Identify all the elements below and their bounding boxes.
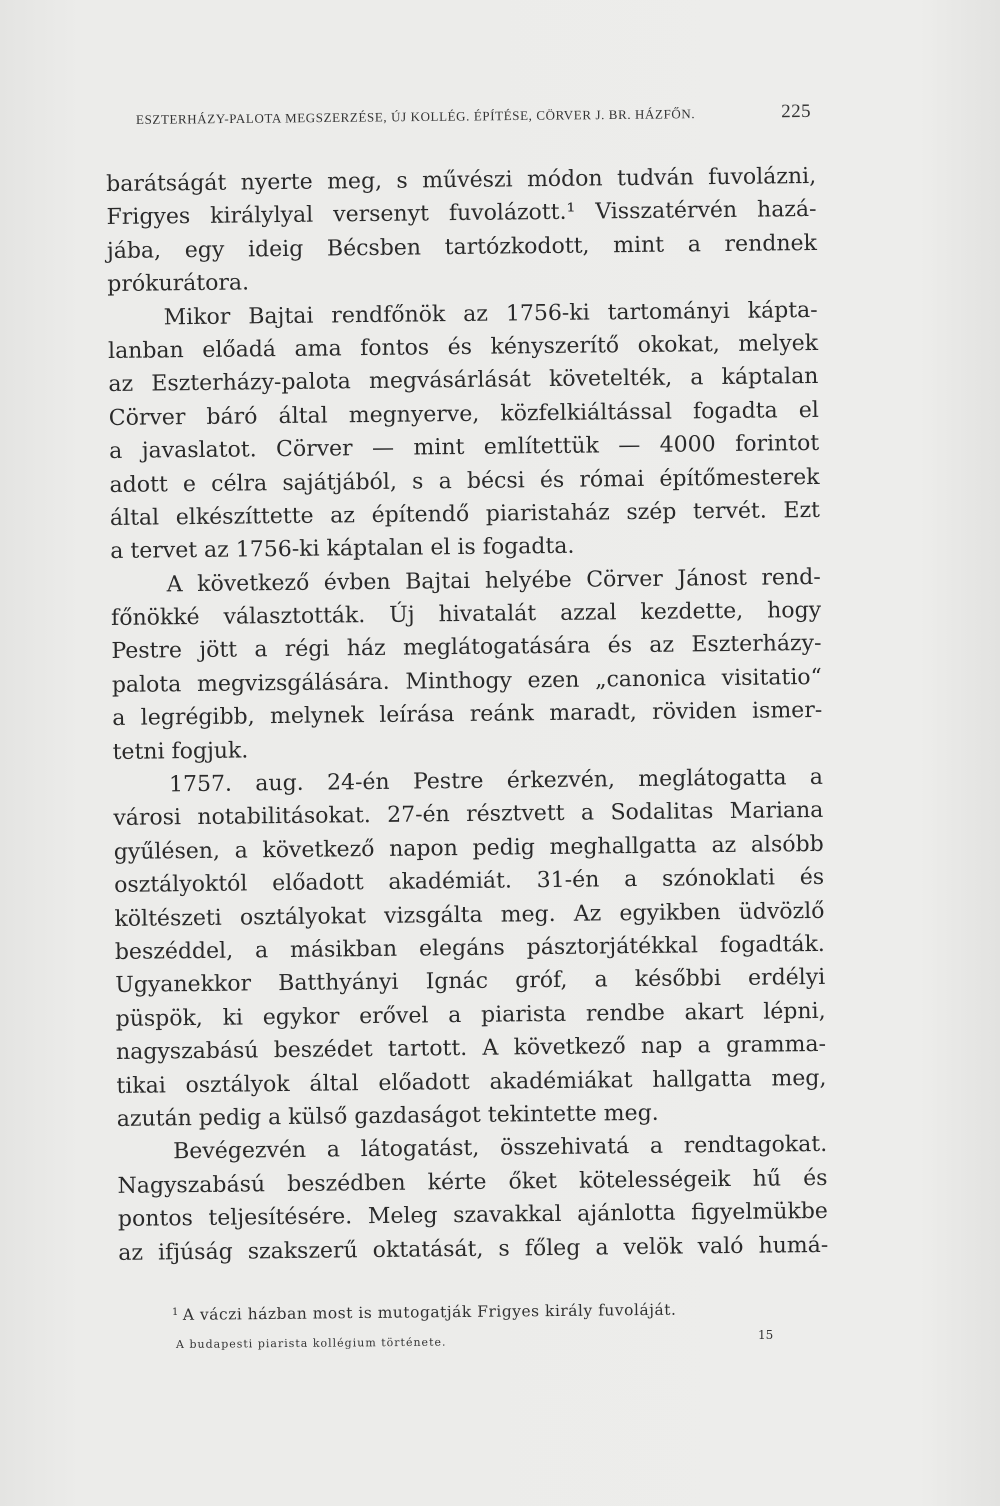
footnote-marker: 1 <box>171 1306 179 1318</box>
text-line: költészeti osztályokat vizsgálta meg. Az egyikben üdvözlő <box>114 898 825 932</box>
text-line: Frigyes királylyal versenyt fuvolázott.¹ Visszatérvén hazá- <box>106 197 817 231</box>
sheet-number: 15 <box>758 1328 774 1342</box>
text-line: gyűlésen, a következő napon pedig meghallgatta az alsóbb <box>113 831 824 865</box>
running-head <box>135 100 812 128</box>
text-line: adott e célra sajátjából, s a bécsi és római építőmesterek <box>109 464 820 498</box>
text-line: Mikor Bajtai rendfőnök az 1756-ki tartományi kápta- <box>163 297 818 330</box>
running-head-title: ESZTERHÁZY-PALOTA MEGSZERZÉSE, ÚJ KOLLÉG. ÉPÍTÉSE, CÖRVER J. BR. HÁZFŐN. <box>135 106 696 127</box>
text-line: barátságát nyerte meg, s művészi módon tudván fuvolázni, <box>106 163 817 197</box>
text-line: pontos teljesítésére. Meleg szavakkal ajánlotta figyelmükbe <box>117 1198 829 1233</box>
text-line: főnökké választották. Új hivatalát azzal kezdette, hogy <box>110 597 822 632</box>
text-line: Ugyanekkor Batthyányi Ignác gróf, a későbbi erdélyi <box>115 965 826 999</box>
text-line: városi notabilitásokat. 27-én résztvett a Sodalitas Mariana <box>113 798 824 832</box>
text-line: az Eszterházy-palota megvásárlását követelték, a káptalan <box>108 364 819 398</box>
text-line: azután pedig a külső gazdaságot tekintette meg. <box>116 1100 659 1132</box>
text-line: Bevégezvén a látogatást, összehivatá a rendtagokat. <box>173 1132 828 1165</box>
text-line: palota megvizsgálására. Minthogy ezen „canonica visitatio“ <box>111 664 822 698</box>
text-line: tikai osztályok által előadott akadémiákat hallgatta meg, <box>116 1065 827 1099</box>
text-line: prókurátora. <box>107 270 250 298</box>
footnote-text: A váczi házban most is mutogatják Frigyes király fuvoláját. <box>182 1300 677 1324</box>
text-line: a tervet az 1756-ki káptalan el is fogadta. <box>110 534 575 565</box>
page-number: 225 <box>781 100 812 123</box>
signature-line: A budapesti piarista kollégium története. <box>175 1335 447 1351</box>
text-line: nagyszabású beszédet tartott. A következő nap a gramma- <box>115 1032 827 1066</box>
text-line: A következő évben Bajtai helyébe Cörver Jánost rend- <box>166 564 821 598</box>
text-line: osztályoktól előadott akadémiát. 31-én a szónoklati és <box>114 865 825 899</box>
text-line: Cörver báró által megnyerve, közfelkiáltással fogadta el <box>108 397 819 431</box>
text-line: által elkészíttette az építendő piaristaház szép tervét. Ezt <box>109 497 821 531</box>
text-line: a javaslatot. Cörver — mint említettük — 4000 forintot <box>109 431 820 465</box>
body-text <box>106 160 828 1270</box>
text-line: 1757. aug. 24-én Pestre érkezvén, meglátogatta a <box>168 764 824 798</box>
text-line: a legrégibb, melynek leírása reánk maradt, röviden ismer- <box>112 698 823 732</box>
text-line: püspök, ki egykor erővel a piarista rendbe akart lépni, <box>115 998 826 1032</box>
text-line: tetni fogjuk. <box>112 738 249 765</box>
text-line: jába, egy ideig Bécsben tartózkodott, mint a rendnek <box>106 230 818 264</box>
text-line: az ifjúság szakszerű oktatását, s főleg a velök való humá- <box>118 1232 829 1266</box>
text-line: beszéddel, a másikban elegáns pásztorjátékkal fogadták. <box>114 931 825 965</box>
text-line: Pestre jött a régi ház meglátogatására és az Eszterházy- <box>111 631 822 665</box>
text-line: Nagyszabású beszédben kérte őket kötelességeik hű és <box>117 1165 828 1199</box>
footnote <box>172 1301 677 1324</box>
text-line: lanban előadá ama fontos és kényszerítő okokat, melyek <box>107 330 819 364</box>
